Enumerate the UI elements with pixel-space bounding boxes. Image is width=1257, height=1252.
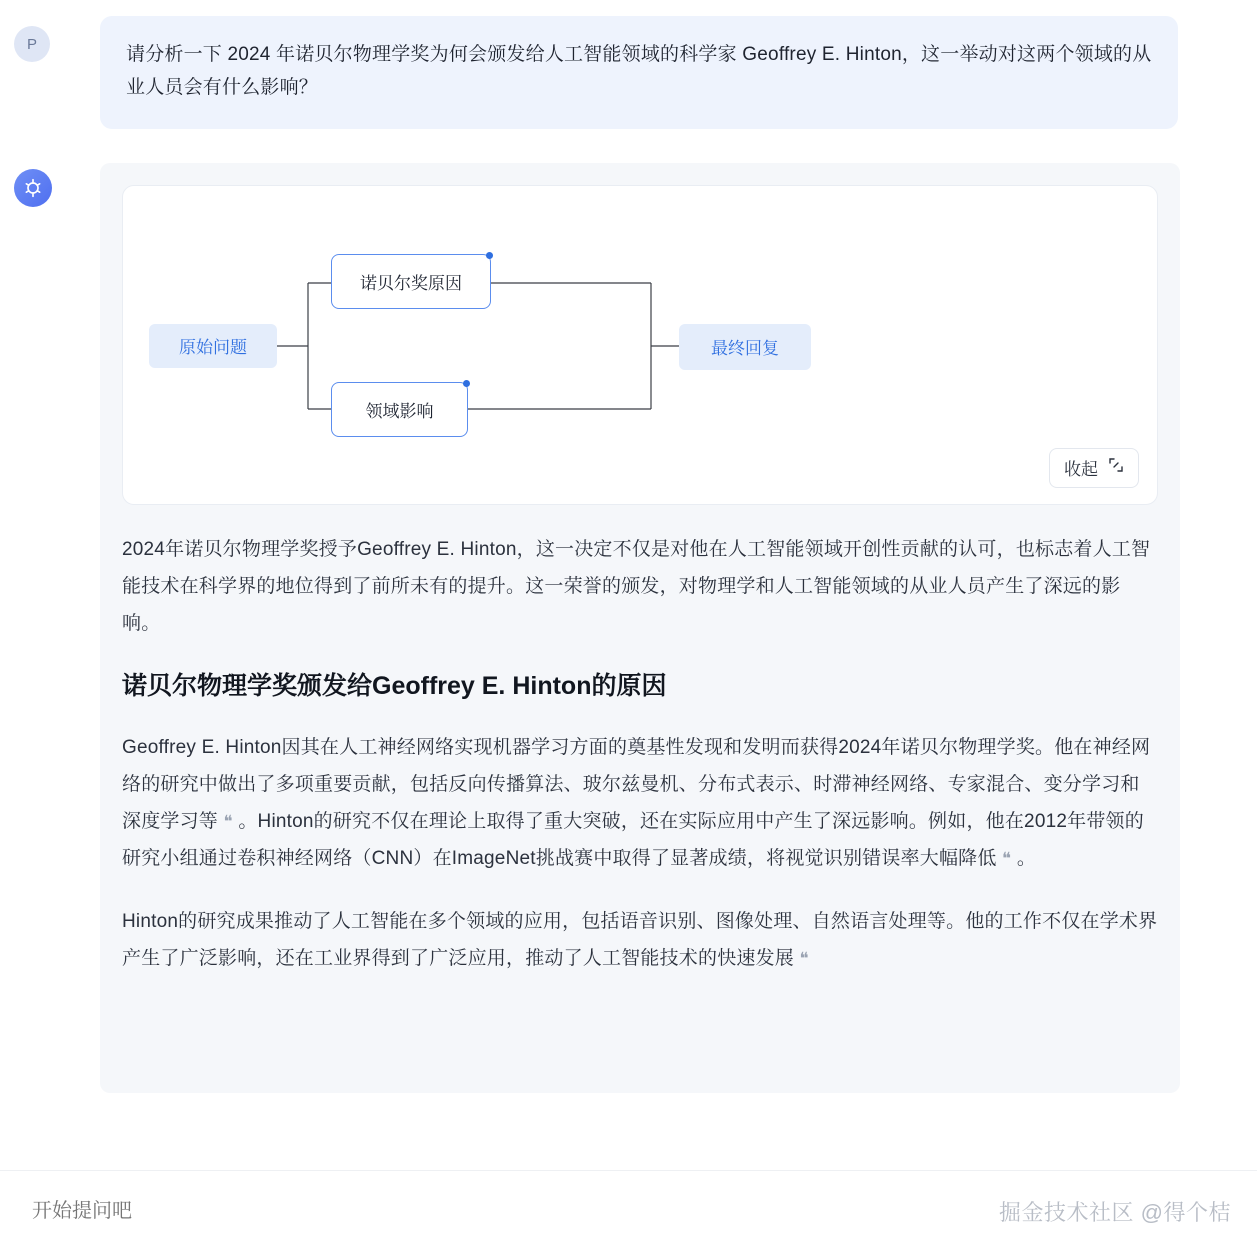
status-dot-icon: [486, 252, 493, 259]
citation-marker[interactable]: ❝: [799, 949, 809, 969]
flow-node-label: 最终回复: [711, 339, 779, 358]
search-input[interactable]: [30, 1199, 630, 1224]
collapse-icon: [1108, 457, 1124, 478]
paragraph-text: 。: [1011, 848, 1037, 870]
answer-heading: 诺贝尔物理学奖颁发给Geoffrey E. Hinton的原因: [122, 671, 667, 700]
answer-paragraph: [122, 903, 1158, 977]
collapse-button[interactable]: [1049, 448, 1139, 488]
scroll-fade: [0, 1112, 1257, 1172]
flow-node-label: 原始问题: [179, 338, 247, 357]
assistant-message-row: [0, 129, 1257, 1093]
flow-node-start[interactable]: [149, 324, 277, 368]
thought-flow-card: [122, 185, 1158, 505]
flow-connectors: [123, 186, 1159, 504]
paragraph-text: 。Hinton的研究不仅在理论上取得了重大突破，还在实际应用中产生了深远影响。例如，他在2012年带领的研究小组通过卷积神经网络（CNN）在ImageNet挑战赛中取得了显著成绩，将视觉识别错误率大幅降低: [122, 811, 1144, 870]
watermark-label: 掘金技术社区 @得个桔: [999, 1200, 1231, 1225]
watermark: [999, 1196, 1231, 1227]
status-dot-icon: [463, 380, 470, 387]
user-message-bubble: 请分析一下 2024 年诺贝尔物理学奖为何会颁发给人工智能领域的科学家 Geoffrey E. Hinton，这一举动对这两个领域的从业人员会有什么影响？: [100, 16, 1178, 129]
composer-bar: [0, 1170, 1257, 1252]
collapse-button-label: 收起: [1064, 460, 1098, 479]
citation-marker[interactable]: ❝: [1002, 849, 1012, 869]
flow-node-label: 领域影响: [365, 401, 434, 421]
flow-node-final[interactable]: [679, 324, 811, 370]
paragraph-text: Hinton的研究成果推动了人工智能在多个领域的应用，包括语音识别、图像处理、自然语言处理等。他的工作不仅在学术界产生了广泛影响，还在工业界得到了广泛应用，推动了人工智能技术的快速发展: [122, 911, 1158, 970]
answer-text: [100, 505, 1180, 978]
flow-node-reason[interactable]: [331, 254, 491, 309]
avatar: P: [14, 26, 50, 62]
answer-paragraph: [122, 729, 1158, 877]
citation-marker[interactable]: ❝: [223, 812, 233, 832]
assistant-answer-container: [100, 163, 1180, 1093]
paragraph-text: Geoffrey E. Hinton因其在人工神经网络实现机器学习方面的奠基性发现和发明而获得2024年诺贝尔物理学奖。他在神经网络的研究中做出了多项重要贡献，包括反向传播算法、玻尔兹曼机、分布式表示、时滞神经网络、专家混合、变分学习和深度学习等: [122, 737, 1151, 833]
flow-node-label: 诺贝尔奖原因: [360, 273, 462, 293]
answer-intro-paragraph: 2024年诺贝尔物理学奖授予Geoffrey E. Hinton，这一决定不仅是对他在人工智能领域开创性贡献的认可，也标志着人工智能技术在科学界的地位得到了前所未有的提升。这一荣誉的颁发，对物理学和人工智能领域的从业人员产生了深远的影响。: [122, 538, 1151, 634]
sparkle-icon: [14, 169, 52, 207]
user-message-row: [0, 0, 1257, 129]
flow-node-impact[interactable]: [331, 382, 468, 437]
